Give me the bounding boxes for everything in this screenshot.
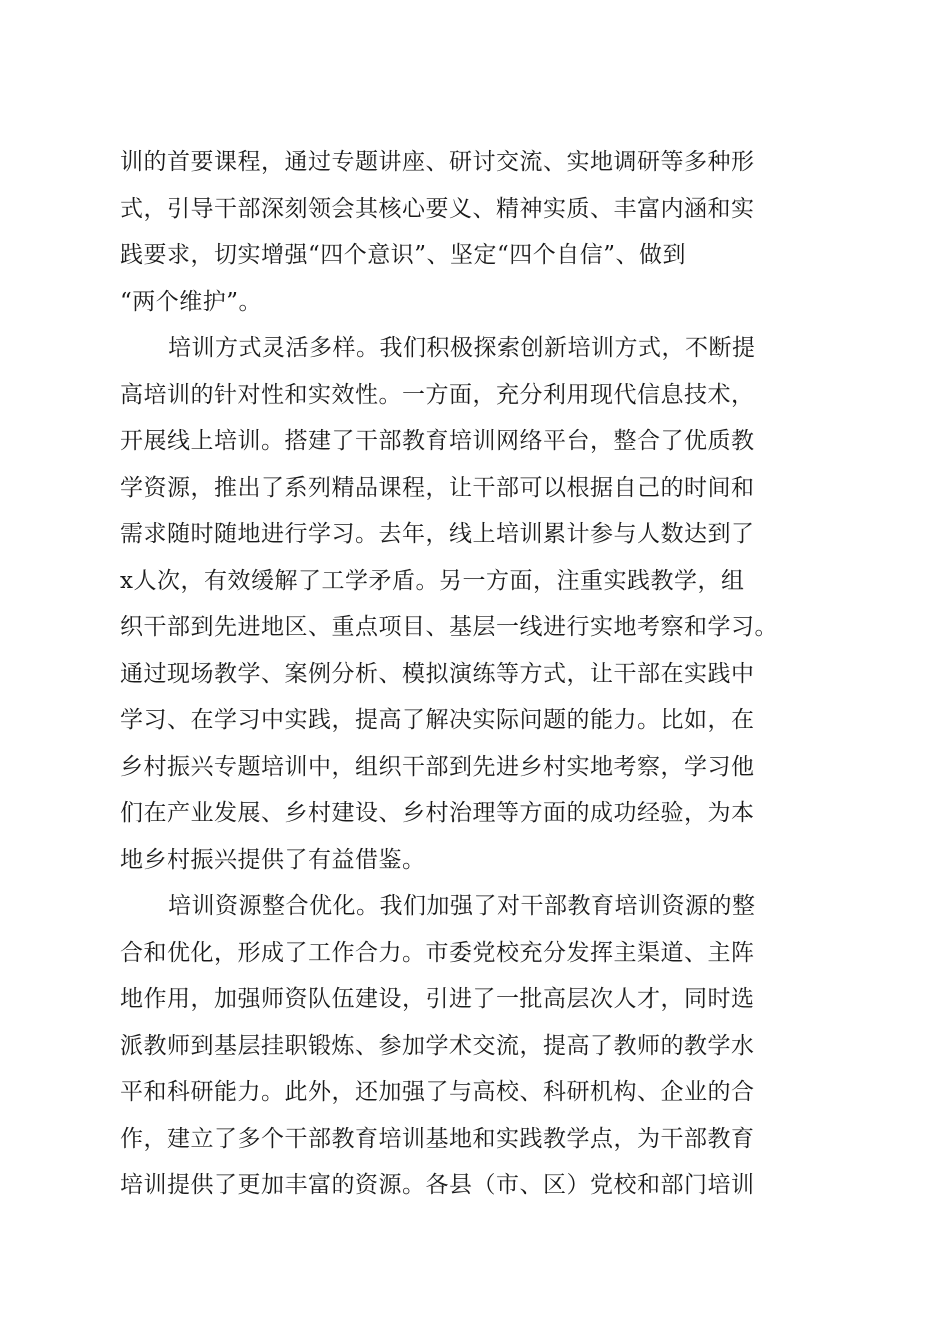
text-line: 派教师到基层挂职锻炼、参加学术交流，提高了教师的教学水 — [120, 1032, 755, 1059]
text-line: 需求随时随地进行学习。去年，线上培训累计参与人数达到了 — [120, 521, 755, 547]
body-text — [120, 139, 840, 1209]
text-line: 培训资源整合优化。我们加强了对干部教育培训资源的整 — [168, 893, 756, 919]
text-line: 乡村振兴专题培训中，组织干部到先进乡村实地考察，学习他 — [120, 753, 755, 780]
text-line: 培训方式灵活多样。我们积极探索创新培训方式，不断提 — [168, 335, 756, 361]
text-line: 学习、在学习中实践，提高了解决实际问题的能力。比如，在 — [120, 707, 755, 733]
text-line: 平和科研能力。此外，还加强了与高校、科研机构、企业的合 — [120, 1079, 755, 1105]
text-line: x人次，有效缓解了工学矛盾。另一方面，注重实践教学，组 — [120, 567, 745, 594]
text-line: 地作用，加强师资队伍建设，引进了一批高层次人才，同时选 — [120, 986, 755, 1012]
text-line: 开展线上培训。搭建了干部教育培训网络平台，整合了优质教 — [120, 428, 755, 454]
text-line: 们在产业发展、乡村建设、乡村治理等方面的成功经验，为本 — [120, 800, 755, 826]
text-line: 式，引导干部深刻领会其核心要义、精神实质、丰富内涵和实 — [120, 195, 755, 222]
text-line: 织干部到先进地区、重点项目、基层一线进行实地考察和学习。 — [120, 614, 778, 640]
text-line: 合和优化，形成了工作合力。市委党校充分发挥主渠道、主阵 — [120, 939, 755, 966]
text-line: 通过现场教学、案例分析、模拟演练等方式，让干部在实践中 — [120, 660, 755, 687]
text-line: 培训提供了更加丰富的资源。各县（市、区）党校和部门培训 — [120, 1172, 755, 1198]
text-line: 地乡村振兴提供了有益借鉴。 — [120, 846, 426, 873]
text-line: 训的首要课程，通过专题讲座、研讨交流、实地调研等多种形 — [120, 149, 755, 175]
text-line: 践要求，切实增强“四个意识”、坚定“四个自信”、做到 — [120, 242, 687, 268]
text-line: 作，建立了多个干部教育培训基地和实践教学点，为干部教育 — [120, 1125, 755, 1152]
text-line: 学资源，推出了系列精品课程，让干部可以根据自己的时间和 — [120, 474, 755, 501]
text-line: “两个维护”。 — [120, 288, 263, 315]
text-line: 高培训的针对性和实效性。一方面，充分利用现代信息技术， — [120, 381, 755, 408]
